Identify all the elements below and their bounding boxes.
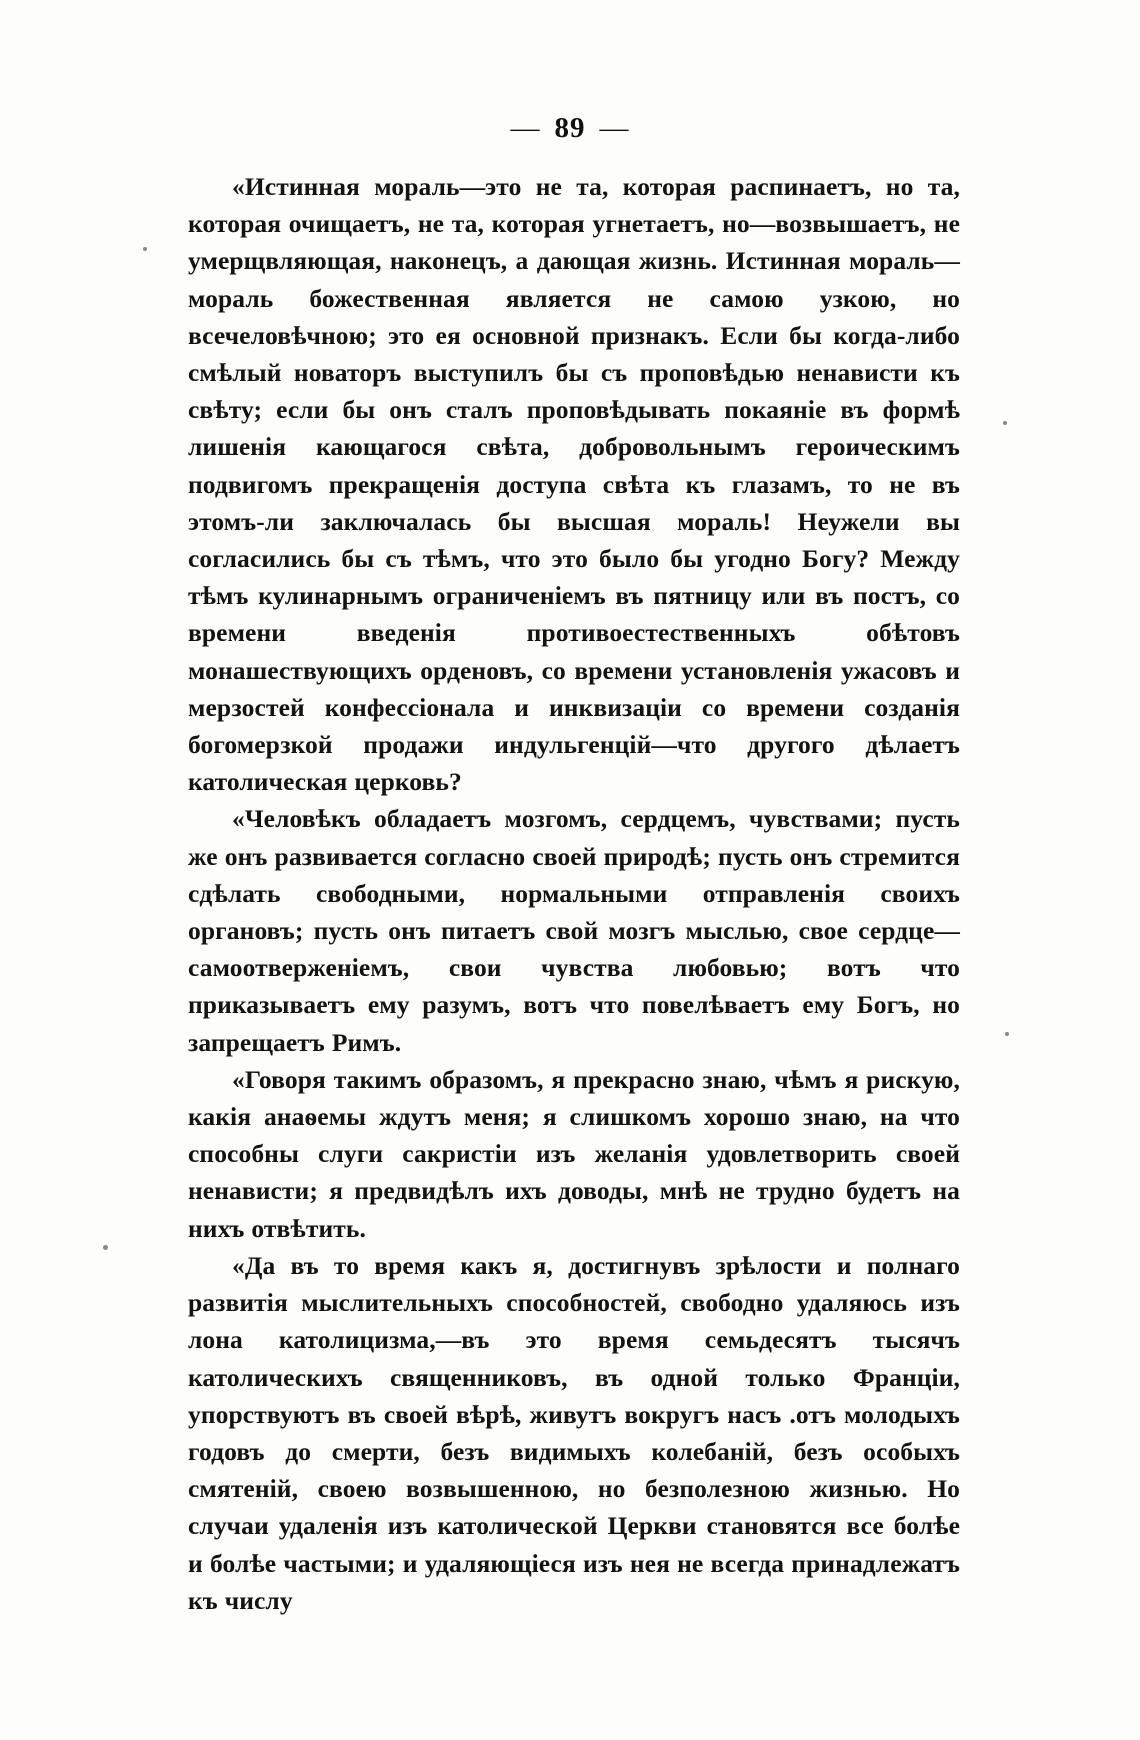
paragraph: «Да въ то время какъ я, достигнувъ зрѣлости и полнаго развитія мыслительныхъ способностей, свободно удаляюсь изъ лона католицизма,—въ это время семьдесятъ тысячъ католическихъ священниковъ, въ одной только Франціи, упорствуютъ въ своей вѣрѣ, живутъ вокругъ насъ .отъ молодыхъ годовъ до смерти, безъ видимыхъ колебаній, безъ особыхъ смятеній, своею возвышенною, но безполезною жизнью. Но случаи удаленія изъ католической Церкви становятся все болѣе и болѣе частыми; и удаляющіеся изъ нея не всегда принадлежатъ къ числу <box>188 1250 960 1615</box>
paragraph: «Человѣкъ обладаетъ мозгомъ, сердцемъ, чувствами; пусть же онъ развивается согласно своей природѣ; пусть онъ стремится сдѣлать свободными, нормальными отправленія своихъ органовъ; пусть онъ питаетъ свой мозгъ мыслью, свое сердце—самоотверженіемъ, свои чувства любовью; вотъ что приказываетъ ему разумъ, вотъ что повелѣваетъ ему Богъ, но запрещаетъ Римъ. <box>188 804 960 1057</box>
page-number-right-dash: — <box>599 112 630 144</box>
print-speck <box>143 247 147 251</box>
page-number-left-dash: — <box>510 112 541 144</box>
body-text <box>188 168 960 1619</box>
page-number-header <box>0 112 1140 145</box>
paragraph: «Истинная мораль—это не та, которая распинаетъ, но та, которая очищаетъ, не та, которая угнетаетъ, но—возвышаетъ, не умерщвляющая, наконецъ, а дающая жизнь. Истинная мораль—мораль божественная является не самою узкою, но всечеловѣчною; это ея основной признакъ. Если бы когда-либо смѣлый новаторъ выступилъ бы съ проповѣдью ненависти къ свѣту; если бы онъ сталъ проповѣдывать покаяніе въ формѣ лишенія кающагося свѣта, добровольнымъ героическимъ подвигомъ прекращенія доступа свѣта къ глазамъ, то не въ этомъ-ли заключалась бы высшая мораль! Неужели вы согласились бы съ тѣмъ, что это было бы угодно Богу? Между тѣмъ кулинарнымъ ограниченіемъ въ пятницу или въ постъ, со времени введенія противоестественныхъ обѣтовъ монашествующихъ орденовъ, со времени установленія ужасовъ и мерзостей конфессіонала и инквизаціи со времени созданія богомерзкой продажи индульгенцій—что другого дѣлаетъ католическая церковь? <box>188 172 960 797</box>
paragraph: «Говоря такимъ образомъ, я прекрасно знаю, чѣмъ я рискую, какія анаѳемы ждутъ меня; я слишкомъ хорошо знаю, на что способны слуги сакристіи изъ желанія удовлетворить своей ненависти; я предвидѣлъ ихъ доводы, мнѣ не трудно будетъ на нихъ отвѣтить. <box>188 1064 960 1243</box>
print-speck <box>1003 421 1007 425</box>
print-speck <box>103 1245 108 1250</box>
page-number: 89 <box>554 112 586 144</box>
print-speck <box>1005 1032 1009 1036</box>
